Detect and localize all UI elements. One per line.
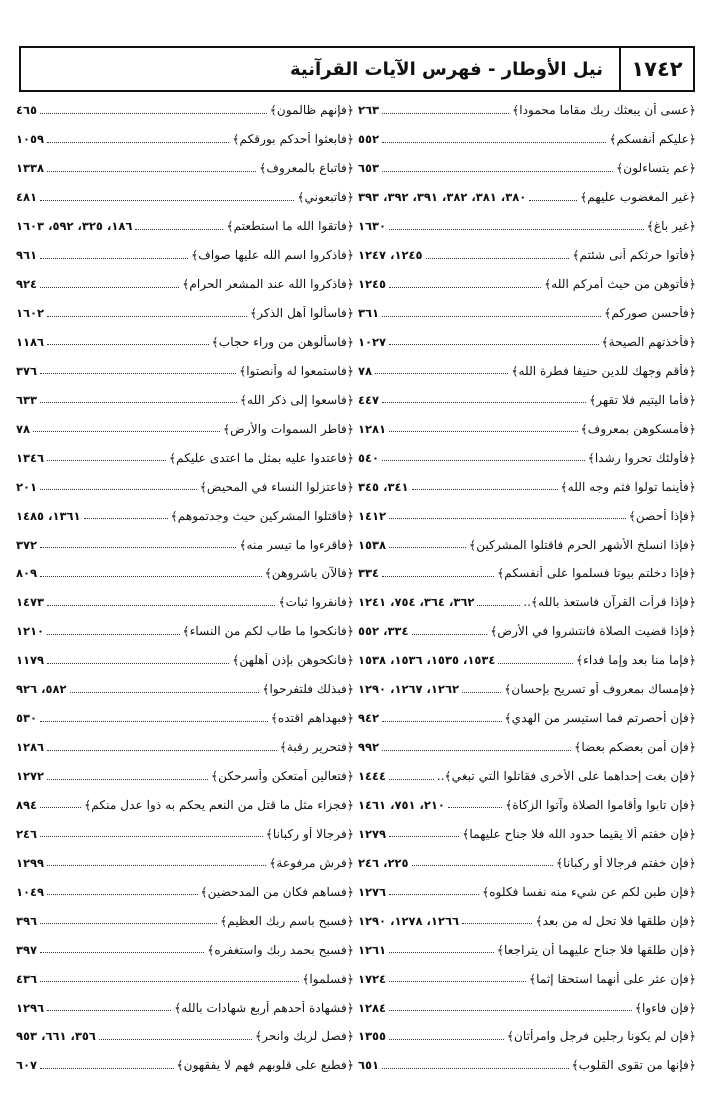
- verse-text: ﴿فرجالا أو ركبانا﴾: [265, 826, 354, 841]
- page-references: ٣٥٦، ٦٦١، ٩٥٣: [16, 1029, 96, 1044]
- dot-leader: [47, 663, 229, 664]
- dot-leader: [382, 113, 509, 114]
- page-references: ٦٠٧: [16, 1058, 38, 1073]
- index-entry: [358, 96, 696, 125]
- page-references: ١٣٤٦: [16, 450, 45, 465]
- page-references: ٥٣٠: [16, 711, 38, 726]
- verse-text: ﴿فانكحوهن بإذن أهلهن﴾: [232, 653, 354, 668]
- page-references: ١٦٠٢: [16, 306, 45, 321]
- page-references: ١٧٢٤: [358, 971, 387, 986]
- page-references: ٦٥١: [358, 1058, 380, 1073]
- dot-leader: [382, 1068, 569, 1069]
- dot-leader: [389, 1010, 632, 1011]
- dot-leader: [382, 142, 606, 143]
- index-entry: [16, 646, 354, 675]
- index-entry: [358, 848, 696, 877]
- verse-text: ﴿فاعتدوا عليه بمثل ما اعتدى عليكم﴾: [168, 450, 354, 465]
- dot-leader: [412, 634, 488, 635]
- verse-text: ﴿فأخذتهم الصيحة﴾: [601, 334, 696, 349]
- verse-text: ﴿فجزاء مثل ما قتل من النعم يحكم به ذوا عدل منكم﴾: [84, 797, 354, 812]
- verse-text: ﴿فاذكروا الله عند المشعر الحرام﴾: [182, 277, 354, 292]
- index-entry: [358, 501, 696, 530]
- index-entry: [358, 1022, 696, 1051]
- verse-text: ﴿عسى أن يبعثك ربك مقاما محمودا﴾: [512, 103, 696, 118]
- verse-text: ﴿فأحسن صوركم﴾: [604, 306, 696, 321]
- verse-text: ﴿فإن طلقها فلا تحل له من بعد﴾: [535, 913, 696, 928]
- index-entry: [16, 877, 354, 906]
- dot-leader: [40, 981, 299, 982]
- index-entry: [16, 125, 354, 154]
- verse-text: ﴿فإذا قرأت القرآن فاستعذ بالله﴾..: [523, 595, 696, 610]
- index-entry: [358, 762, 696, 791]
- index-entry: [358, 299, 696, 328]
- page-references: ١٢٨٤: [358, 1000, 387, 1015]
- right-index-column: [358, 96, 696, 1080]
- dot-leader: [389, 952, 494, 953]
- dot-leader: [382, 402, 586, 403]
- dot-leader: [389, 1039, 504, 1040]
- index-entry: [358, 328, 696, 357]
- page-references: ١٢٤٥: [358, 277, 387, 292]
- verse-text: ﴿فاتبعوني﴾: [297, 190, 354, 205]
- index-entry: [358, 356, 696, 385]
- verse-text: ﴿فإن فاءوا﴾: [634, 1000, 696, 1015]
- verse-text: ﴿فاذكروا اسم الله عليها صواف﴾: [191, 248, 354, 263]
- verse-text: ﴿فاسعوا إلى ذكر الله﴾: [239, 392, 354, 407]
- index-entry: [358, 1051, 696, 1080]
- dot-leader: [40, 402, 237, 403]
- index-entry: [358, 675, 696, 704]
- verse-text: ﴿فإن خفتم ألا يقيما حدود الله فلا جناح عليهما﴾: [462, 826, 696, 841]
- verse-text: ﴿فأينما تولوا فثم وجه الله﴾: [560, 479, 696, 494]
- verse-text: ﴿فإن تابوا وأقاموا الصلاة وآتوا الزكاة﴾: [505, 797, 696, 812]
- dot-leader: [382, 171, 613, 172]
- page-references: ٨٩٤: [16, 797, 38, 812]
- index-entry: [16, 675, 354, 704]
- verse-text: ﴿فإن أمن بعضكم بعضا﴾: [574, 740, 696, 755]
- dot-leader: [135, 229, 223, 230]
- page-references: ٥٥٢: [358, 132, 380, 147]
- dot-leader: [498, 663, 573, 664]
- index-entry: [358, 704, 696, 733]
- verse-text: ﴿فإذا دخلتم بيوتا فسلموا على أنفسكم﴾: [497, 566, 696, 581]
- page-references: ٢٤٦: [16, 826, 38, 841]
- index-entry: [358, 212, 696, 241]
- dot-leader: [47, 865, 266, 866]
- verse-text: ﴿فإن خفتم فرجالا أو ركبانا﴾: [556, 855, 696, 870]
- verse-text: ﴿فاسألوهن من وراء حجاب﴾: [211, 334, 354, 349]
- index-entry: [16, 414, 354, 443]
- index-entry: [16, 848, 354, 877]
- page-references: ٤٦٥: [16, 103, 38, 118]
- dot-leader: [40, 1068, 173, 1069]
- verse-text: ﴿فاستمعوا له وأنصتوا﴾: [239, 363, 354, 378]
- page-references: ٣٣٤: [358, 566, 380, 581]
- page-references: ١٢٧٩: [358, 826, 387, 841]
- dot-leader: [389, 836, 459, 837]
- page-references: ١٢٨٦: [16, 740, 45, 755]
- dot-leader: [389, 287, 541, 288]
- index-entry: [16, 328, 354, 357]
- index-entry: [358, 877, 696, 906]
- dot-leader: [70, 692, 260, 693]
- dot-leader: [40, 547, 236, 548]
- page-references: ١٠٢٧: [358, 334, 387, 349]
- index-entry: [16, 154, 354, 183]
- dot-leader: [40, 836, 263, 837]
- page-references: ١٠٤٩: [16, 884, 45, 899]
- page-references: ٧٨: [16, 421, 31, 436]
- index-entry: [358, 154, 696, 183]
- verse-text: ﴿فابعثوا أحدكم بورقكم﴾: [232, 132, 354, 147]
- index-entry: [358, 530, 696, 559]
- index-entry: [358, 906, 696, 935]
- dot-leader: [382, 316, 601, 317]
- page-references: ٣٧٢: [16, 537, 38, 552]
- page-references: ١٠٥٩: [16, 132, 45, 147]
- dot-leader: [47, 894, 197, 895]
- page-references: ٢٠١: [16, 479, 38, 494]
- page-number: ١٧٤٢: [619, 48, 693, 90]
- page-references: ١٤٤٤: [358, 769, 387, 784]
- dot-leader: [47, 605, 275, 606]
- dot-leader: [389, 344, 598, 345]
- page-references: ٥٨٢، ٩٢٦: [16, 682, 67, 697]
- index-entry: [358, 443, 696, 472]
- dot-leader: [375, 373, 508, 374]
- page-references: ١٦٣٠: [358, 219, 387, 234]
- index-entry: [358, 993, 696, 1022]
- dot-leader: [462, 923, 532, 924]
- verse-text: ﴿فساهم فكان من المدحضين﴾: [200, 884, 354, 899]
- index-entry: [358, 472, 696, 501]
- page-references: ١٣٣٨: [16, 161, 45, 176]
- dot-leader: [40, 258, 188, 259]
- page-references: ٤٣٦: [16, 971, 38, 986]
- index-entry: [16, 993, 354, 1022]
- page-references: ١٢٩٩: [16, 855, 45, 870]
- verse-text: ﴿فإن طبن لكم عن شيء منه نفسا فكلوه﴾: [482, 884, 696, 899]
- dot-leader: [47, 344, 209, 345]
- dot-leader: [412, 489, 558, 490]
- page-references: ٩٢٤: [16, 277, 38, 292]
- dot-leader: [40, 721, 268, 722]
- dot-leader: [382, 721, 501, 722]
- dot-leader: [382, 460, 585, 461]
- index-entry: [16, 241, 354, 270]
- index-entry: [16, 270, 354, 299]
- dot-leader: [40, 807, 81, 808]
- dot-leader: [47, 779, 208, 780]
- verse-text: ﴿فسلموا﴾: [302, 971, 354, 986]
- dot-leader: [84, 518, 168, 519]
- page-references: ١٣٦١، ١٤٨٥: [16, 508, 81, 523]
- dot-leader: [389, 981, 526, 982]
- verse-text: ﴿فإن بغت إحداهما على الأخرى فقاتلوا التي تبغي﴾..: [436, 769, 696, 784]
- page-references: ٤٤٧: [358, 392, 380, 407]
- index-entry: [358, 646, 696, 675]
- left-index-column: [16, 96, 354, 1080]
- page-references: ٣٣٤، ٥٥٢: [358, 624, 409, 639]
- index-entry: [358, 935, 696, 964]
- dot-leader: [448, 807, 502, 808]
- verse-text: ﴿فاطر السموات والأرض﴾: [222, 421, 354, 436]
- verse-text: ﴿فأما اليتيم فلا تقهر﴾: [589, 392, 696, 407]
- verse-text: ﴿فاعتزلوا النساء في المحيض﴾: [199, 479, 354, 494]
- verse-text: ﴿فصل لربك وانحر﴾: [254, 1029, 354, 1044]
- dot-leader: [389, 894, 479, 895]
- page-references: ٩٤٢: [358, 711, 380, 726]
- page-references: ١٥٣٨: [358, 537, 387, 552]
- page-references: ٣٦٢، ٣٦٤، ٧٥٤، ١٢٤١: [358, 595, 475, 610]
- page-references: ١٢١٠: [16, 624, 45, 639]
- dot-leader: [47, 142, 229, 143]
- page-references: ٦٥٣: [358, 161, 380, 176]
- page-references: ١٤٧٣: [16, 595, 45, 610]
- page-references: ١٢٧٢: [16, 769, 45, 784]
- index-entry: [16, 183, 354, 212]
- page-references: ١٤١٢: [358, 508, 387, 523]
- dot-leader: [40, 373, 236, 374]
- page-references: ٤٨١: [16, 190, 38, 205]
- dot-leader: [426, 258, 570, 259]
- dot-leader: [40, 923, 217, 924]
- index-entry: [16, 356, 354, 385]
- page-references: ٣٤١، ٣٤٥: [358, 479, 409, 494]
- verse-text: ﴿فإنها من تقوى القلوب﴾: [571, 1058, 696, 1073]
- index-entry: [358, 791, 696, 820]
- page-references: ١٣٥٥: [358, 1029, 387, 1044]
- verse-text: ﴿فإذا انسلخ الأشهر الحرم فاقتلوا المشركين﴾: [469, 537, 696, 552]
- verse-text: ﴿فانكحوا ما طاب لكم من النساء﴾: [182, 624, 354, 639]
- verse-text: ﴿عليكم أنفسكم﴾: [609, 132, 696, 147]
- dot-leader: [40, 200, 294, 201]
- dot-leader: [389, 518, 626, 519]
- dot-leader: [382, 576, 494, 577]
- verse-text: ﴿فأمسكوهن بمعروف﴾: [580, 421, 696, 436]
- dot-leader: [462, 692, 501, 693]
- verse-text: ﴿فبهداهم اقتده﴾: [270, 711, 354, 726]
- verse-text: ﴿فاتقوا الله ما استطعتم﴾: [226, 219, 354, 234]
- dot-leader: [47, 750, 277, 751]
- page-references: ١١٧٩: [16, 653, 45, 668]
- verse-text: ﴿عم يتساءلون﴾: [616, 161, 696, 176]
- dot-leader: [389, 547, 466, 548]
- dot-leader: [40, 576, 262, 577]
- dot-leader: [40, 489, 197, 490]
- verse-text: ﴿فإن عثر على أنهما استحقا إثما﴾: [529, 971, 696, 986]
- page-references: ٩٦١: [16, 248, 38, 263]
- verse-text: ﴿فاقتلوا المشركين حيث وجدتموهم﴾: [170, 508, 354, 523]
- page-references: ١٢٨١: [358, 421, 387, 436]
- page-references: ٣٩٦: [16, 913, 38, 928]
- dot-leader: [47, 171, 256, 172]
- verse-text: ﴿فإنهم ظالمون﴾: [269, 103, 354, 118]
- verse-text: ﴿فإن طلقها فلا جناح عليهما أن يتراجعا﴾: [496, 942, 696, 957]
- page-references: ٨٠٩: [16, 566, 38, 581]
- dot-leader: [477, 605, 520, 606]
- page-references: ٣٩٧: [16, 942, 38, 957]
- index-entry: [16, 212, 354, 241]
- verse-text: ﴿فإذا أحصن﴾: [628, 508, 696, 523]
- page-references: ١٢٤٥، ١٢٤٧: [358, 248, 423, 263]
- index-entry: [16, 501, 354, 530]
- verse-text: ﴿فإما منا بعد وإما فداء﴾: [575, 653, 696, 668]
- verse-text: ﴿فإذا قضيت الصلاة فانتشروا في الأرض﴾: [490, 624, 696, 639]
- verse-text: ﴿فرش مرفوعة﴾: [269, 855, 354, 870]
- index-entry: [358, 964, 696, 993]
- verse-text: ﴿فالآن باشروهن﴾: [264, 566, 354, 581]
- index-entry: [358, 588, 696, 617]
- index-entry: [16, 964, 354, 993]
- dot-leader: [40, 287, 179, 288]
- verse-text: ﴿غير المغضوب عليهم﴾: [580, 190, 696, 205]
- verse-text: ﴿فاقرءوا ما تيسر منه﴾: [239, 537, 354, 552]
- page-references: ١٢٦٢، ١٢٦٧، ١٢٩٠: [358, 682, 459, 697]
- verse-text: ﴿فطبع على قلوبهم فهم لا يفقهون﴾: [176, 1058, 354, 1073]
- page-references: ١٢٦٦، ١٢٧٨، ١٢٩٠: [358, 913, 459, 928]
- index-entry: [358, 183, 696, 212]
- index-entry: [358, 241, 696, 270]
- verse-text: ﴿فإمساك بمعروف أو تسريح بإحسان﴾: [504, 682, 696, 697]
- page-references: ٣٦١: [358, 306, 380, 321]
- verse-text: ﴿فإن لم يكونا رجلين فرجل وامرأتان﴾: [506, 1029, 696, 1044]
- index-entry: [16, 530, 354, 559]
- index-entry: [358, 819, 696, 848]
- index-entry: [16, 762, 354, 791]
- verse-text: ﴿فسبح بحمد ربك واستغفره﴾: [207, 942, 354, 957]
- verse-text: ﴿فتحرير رقبة﴾: [279, 740, 354, 755]
- dot-leader: [99, 1039, 252, 1040]
- verse-text: ﴿فتعالين أمتعكن وأسرحكن﴾: [210, 769, 354, 784]
- verse-text: ﴿فاسألوا أهل الذكر﴾: [250, 306, 354, 321]
- index-entry: [16, 299, 354, 328]
- page-references: ١٢٩٦: [16, 1000, 45, 1015]
- dot-leader: [47, 634, 179, 635]
- index-entry: [16, 559, 354, 588]
- index-entry: [16, 1051, 354, 1080]
- index-entry: [16, 443, 354, 472]
- dot-leader: [40, 113, 267, 114]
- verse-text: ﴿فأقم وجهك للدين حنيفا فطرة الله﴾: [511, 363, 696, 378]
- dot-leader: [389, 229, 644, 230]
- page-references: ١٢٦١: [358, 942, 387, 957]
- page-title: نيل الأوطار - فهرس الآيات القرآنية: [290, 58, 603, 80]
- index-entry: [358, 733, 696, 762]
- verse-text: ﴿غير باغ﴾: [646, 219, 696, 234]
- verse-text: ﴿فانفروا ثبات﴾: [278, 595, 354, 610]
- index-entry: [16, 791, 354, 820]
- index-entry: [358, 559, 696, 588]
- verse-text: ﴿فأتوا حرثكم أنى شئتم﴾: [572, 248, 696, 263]
- dot-leader: [529, 200, 577, 201]
- index-entry: [16, 617, 354, 646]
- page-references: ١٥٣٤، ١٥٣٥، ١٥٣٦، ١٥٣٨: [358, 653, 496, 668]
- verse-text: ﴿فشهادة أحدهم أربع شهادات بالله﴾: [174, 1000, 354, 1015]
- page-references: ٥٤٠: [358, 450, 380, 465]
- page-references: ٢١٠، ٧٥١، ١٤٦١: [358, 797, 445, 812]
- verse-text: ﴿فإن أحصرتم فما استيسر من الهدي﴾: [504, 711, 696, 726]
- index-entry: [358, 125, 696, 154]
- index-entry: [358, 385, 696, 414]
- dot-leader: [389, 779, 434, 780]
- page-references: ٢٦٣: [358, 103, 380, 118]
- verse-text: ﴿فسبح باسم ربك العظيم﴾: [220, 913, 354, 928]
- index-entry: [16, 704, 354, 733]
- index-entry: [358, 617, 696, 646]
- page-references: ١٨٦، ٣٢٥، ٥٩٢، ١٦٠٣: [16, 219, 133, 234]
- page-references: ١١٨٦: [16, 334, 45, 349]
- verse-text: ﴿فأولئك تحروا رشدا﴾: [587, 450, 696, 465]
- dot-leader: [389, 431, 578, 432]
- verse-text: ﴿فأتوهن من حيث أمركم الله﴾: [544, 277, 696, 292]
- index-entry: [16, 96, 354, 125]
- dot-leader: [33, 431, 220, 432]
- verse-text: ﴿فاتباع بالمعروف﴾: [259, 161, 354, 176]
- index-entry: [16, 588, 354, 617]
- page-references: ٢٢٥، ٢٤٦: [358, 855, 409, 870]
- page-header: [19, 46, 695, 92]
- dot-leader: [47, 460, 166, 461]
- index-entry: [16, 906, 354, 935]
- index-entry: [358, 270, 696, 299]
- page-references: ٦٣٣: [16, 392, 38, 407]
- dot-leader: [412, 865, 554, 866]
- page-references: ٩٩٢: [358, 740, 380, 755]
- page-references: ٣٧٦: [16, 363, 38, 378]
- index-entry: [16, 819, 354, 848]
- index-entry: [358, 414, 696, 443]
- page-references: ٣٨٠، ٣٨١، ٣٨٢، ٣٩١، ٣٩٢، ٣٩٣: [358, 190, 527, 205]
- index-entry: [16, 935, 354, 964]
- index-entry: [16, 472, 354, 501]
- index-entry: [16, 1022, 354, 1051]
- index-entry: [16, 733, 354, 762]
- dot-leader: [47, 316, 247, 317]
- verse-text: ﴿فبذلك فلتفرحوا﴾: [262, 682, 354, 697]
- dot-leader: [40, 952, 204, 953]
- dot-leader: [47, 1010, 171, 1011]
- page-references: ١٢٧٦: [358, 884, 387, 899]
- page-references: ٧٨: [358, 363, 373, 378]
- index-entry: [16, 385, 354, 414]
- dot-leader: [382, 750, 571, 751]
